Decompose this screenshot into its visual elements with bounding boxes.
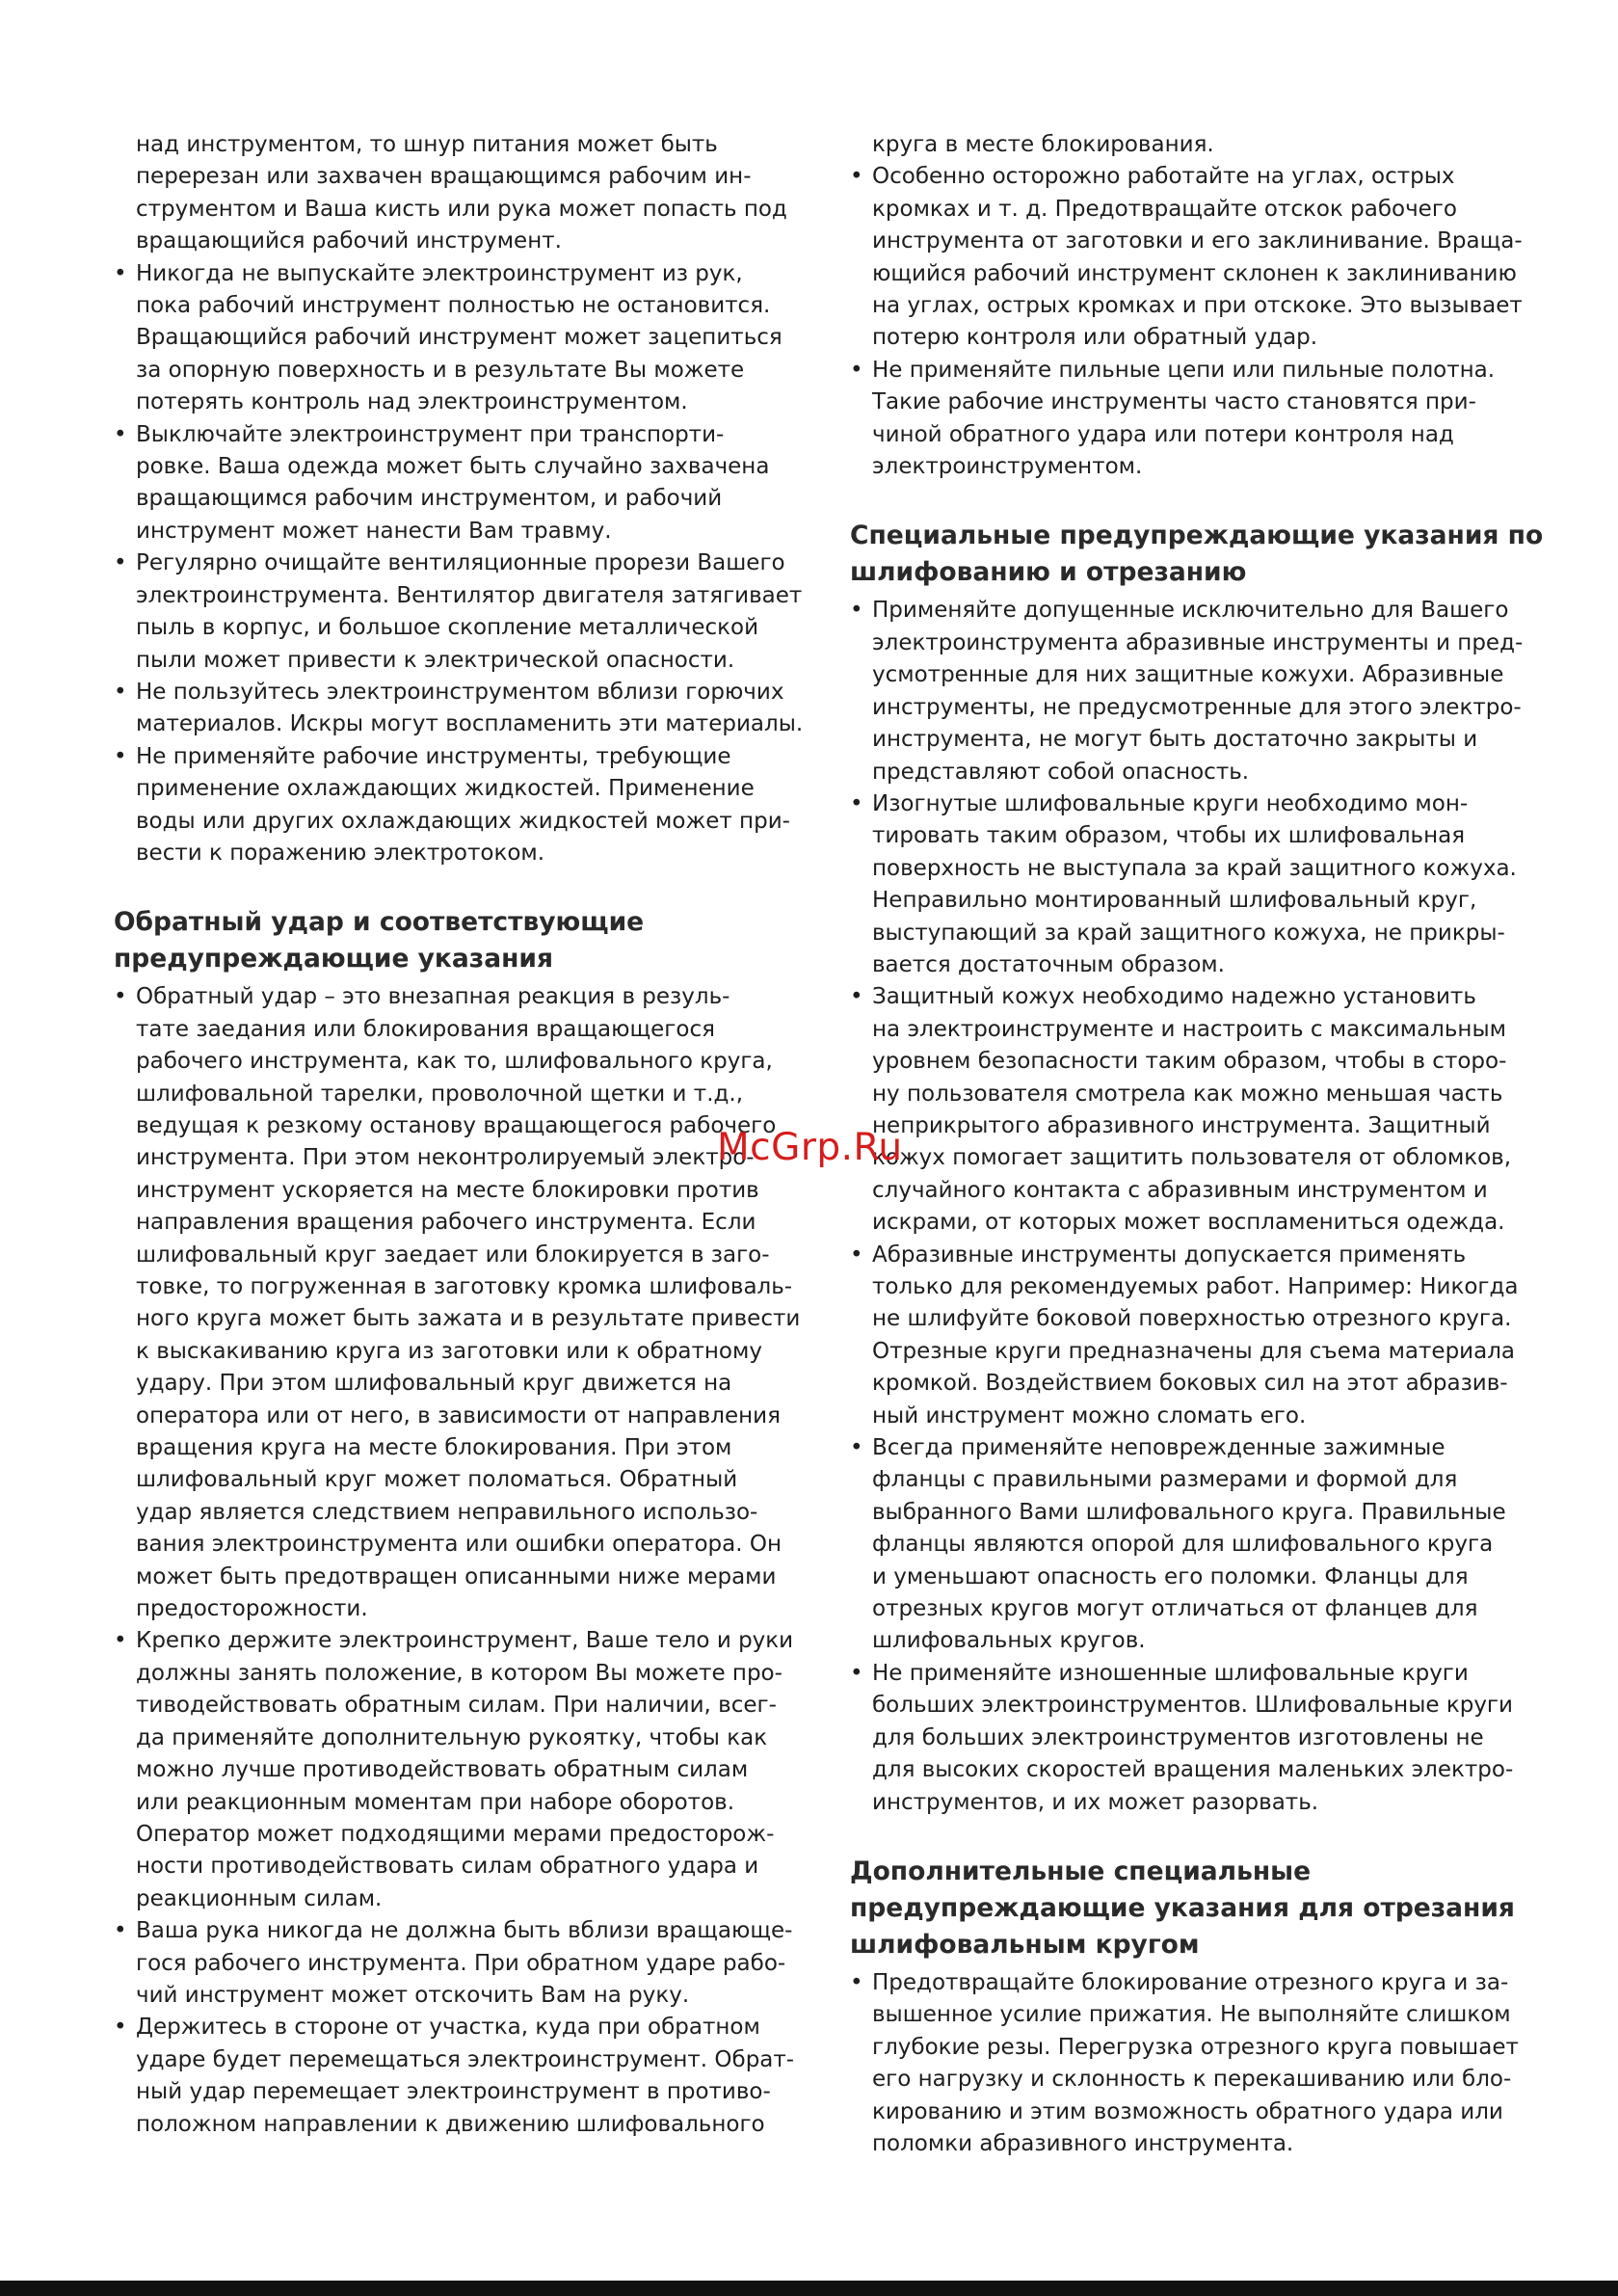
heading-line: Обратный удар и соответствующие (114, 907, 645, 938)
text-line: Особенно осторожно работайте на углах, острых (872, 164, 1455, 190)
bullet-marker: • (850, 357, 863, 383)
text-line: ный инструмент можно сломать его. (872, 1402, 1307, 1428)
text-line: Оператор может подходящими мерами предосторож- (136, 1821, 775, 1847)
text-line: применение охлаждающих жидкостей. Применение (136, 776, 755, 802)
text-line: Не применяйте изношенные шлифовальные круги (872, 1660, 1469, 1686)
text-line: Не применяйте рабочие инструменты, требующие (136, 743, 731, 769)
section-heading (114, 904, 767, 977)
text-line: на электроинструменте и настроить с максимальным (872, 1016, 1506, 1042)
text-line: Абразивные инструменты допускается применять (872, 1241, 1467, 1268)
text-line: тате заедания или блокирования вращающегося (136, 1016, 715, 1042)
text-line: перерезан или захвачен вращающимся рабочим ин- (136, 164, 752, 190)
bullet-item (114, 2012, 795, 2141)
text-line: тиводействовать обратным силам. При наличии, всег- (136, 1693, 777, 1719)
text-line: Выключайте электроинструмент при транспорти- (136, 421, 725, 447)
text-line: вращающимся рабочим инструментом, и рабочий (136, 486, 723, 512)
text-line: инструмента. При этом неконтролируемый электро- (136, 1145, 755, 1171)
text-line: да применяйте дополнительную рукоятку, чтобы как (136, 1724, 768, 1750)
bullet-marker: • (114, 2015, 127, 2041)
text-line: кромках и т. д. Предотвращайте отскок рабочего (872, 196, 1457, 222)
text-line: ударе будет перемещаться электроинструмент. Обрат- (136, 2046, 795, 2072)
bullet-item (850, 788, 1517, 981)
text-line: ведущая к резкому останову вращающегося рабочего (136, 1112, 777, 1138)
text-line: Такие рабочие инструменты часто становятся при- (872, 389, 1476, 415)
text-line: шлифовальный круг заедает или блокируется в заго- (136, 1241, 770, 1268)
text-line: фланцы являются опорой для шлифовального круга (872, 1532, 1494, 1558)
text-line: только для рекомендуемых работ. Например: Никогда (872, 1274, 1519, 1299)
text-line: струментом и Ваша кисть или рука может попасть под (136, 196, 787, 222)
text-line: предосторожности. (136, 1596, 368, 1622)
text-line: случайного контакта с абразивным инструментом и (872, 1177, 1488, 1203)
text-line: Не пользуйтесь электроинструментом вблизи горючих (136, 679, 784, 705)
text-line: товке, то погруженная в заготовку кромка шлифоваль- (136, 1274, 793, 1299)
bullet-marker: • (114, 550, 127, 576)
text-line: направления вращения рабочего инструмента. Если (136, 1210, 756, 1236)
text-line: искрами, от которых может воспламениться одежда. (872, 1210, 1505, 1236)
text-line: к выскакиванию круга из заготовки или к обратному (136, 1338, 762, 1364)
text-line: потерю контроля или обратный удар. (872, 325, 1318, 351)
text-line: реакционным силам. (136, 1885, 383, 1911)
bullet-marker: • (114, 984, 127, 1010)
text-line: ного круга может быть зажата и в результате привести (136, 1306, 801, 1332)
text-line: чий инструмент может отскочить Вам на руку. (136, 1982, 690, 2008)
text-line: Защитный кожух необходимо надежно установить (872, 984, 1476, 1010)
text-line: вается достаточным образом. (872, 951, 1225, 977)
text-line: отрезных кругов могут отличаться от фланцев для (872, 1596, 1478, 1622)
text-line: инструменты, не предусмотренные для этого электро- (872, 694, 1522, 720)
text-line: инструмента, не могут быть достаточно закрыты и (872, 727, 1478, 753)
bullet-item (850, 1658, 1514, 1819)
text-line: кромкой. Воздействием боковых сил на этот абразив- (872, 1371, 1508, 1397)
text-line: Обратный удар – это внезапная реакция в резуль- (136, 984, 730, 1010)
bullet-marker: • (114, 743, 127, 769)
text-line: удар является следствием неправильного использо- (136, 1499, 758, 1525)
text-line: ну пользователя смотрела как можно меньшая часть (872, 1081, 1503, 1107)
heading-line: Специальные предупреждающие указания по (850, 521, 1544, 551)
bullet-item (114, 1625, 794, 1915)
text-line: Никогда не выпускайте электроинструмент из рук, (136, 260, 743, 286)
text-line: воды или других охлаждающих жидкостей может при- (136, 808, 790, 834)
bullet-item (850, 355, 1503, 484)
bullet-marker: • (114, 260, 127, 286)
text-line: Отрезные круги предназначены для съема материала (872, 1338, 1515, 1364)
text-line: кированию и этим возможность обратного удара или (872, 2098, 1503, 2124)
text-line: пыль в корпус, и большое скопление металлической (136, 615, 759, 641)
text-line: инструмент может нанести Вам травму. (136, 518, 612, 544)
text-line: ности противодействовать силам обратного удара и (136, 1854, 759, 1880)
text-line: шлифовальной тарелки, проволочной щетки и т.д., (136, 1081, 744, 1107)
text-line: можно лучше противодействовать обратным силам (136, 1757, 749, 1783)
text-line: может быть предотвращен описанными ниже мерами (136, 1563, 777, 1589)
bullet-marker: • (114, 421, 127, 447)
continued-text (114, 129, 787, 258)
text-line: или реакционным моментам при наборе оборотов. (136, 1789, 735, 1815)
bullet-marker: • (850, 1969, 863, 1995)
bullet-marker: • (850, 790, 863, 816)
text-line: материалов. Искры могут воспламенить эти материалы. (136, 711, 804, 737)
text-line: поверхность не выступала за край защитного кожуха. (872, 855, 1517, 881)
text-line: Изогнутые шлифовальные круги необходимо мон- (872, 790, 1469, 816)
text-line: вышенное усилие прижатия. Не выполняйте слишком (872, 2002, 1511, 2028)
continued-text (850, 129, 1503, 161)
text-line: положном направлении к движению шлифовального (136, 2111, 765, 2137)
text-line: круга в месте блокирования. (872, 132, 1214, 157)
text-line: потерять контроль над электроинструментом. (136, 389, 688, 415)
bullet-marker: • (850, 1435, 863, 1461)
bullet-item (114, 677, 804, 741)
text-line: выбранного Вами шлифовального круга. Правильные (872, 1499, 1506, 1525)
text-line: электроинструмента абразивные инструменты и пред- (872, 629, 1524, 655)
bullet-marker: • (850, 164, 863, 190)
bullet-item (114, 419, 770, 548)
text-line: инструмента от заготовки и его заклинивание. Враща- (872, 228, 1523, 254)
text-line: Неправильно монтированный шлифовальный круг, (872, 888, 1477, 914)
text-line: неприкрытого абразивного инструмента. Защитный (872, 1112, 1491, 1138)
text-line: и уменьшают опасность его поломки. Фланцы для (872, 1563, 1469, 1589)
bullet-marker: • (114, 679, 127, 705)
watermark: McGrp.Ru (717, 1126, 903, 1169)
bullet-item (850, 595, 1524, 788)
bullet-marker: • (850, 1241, 863, 1268)
text-line: электроинструментом. (872, 454, 1143, 480)
text-line: гося рабочего инструмента. При обратном ударе рабо- (136, 1950, 786, 1976)
text-line: пока рабочий инструмент полностью не остановится. (136, 293, 771, 319)
text-line: пыли может привести к электрической опасности. (136, 647, 735, 673)
bullet-marker: • (114, 1628, 127, 1654)
bullet-marker: • (850, 984, 863, 1010)
bullet-item (114, 981, 801, 1625)
left-column (114, 129, 804, 2141)
text-line: выступающий за край защитного кожуха, не прикры- (872, 920, 1505, 946)
text-line: Вращающийся рабочий инструмент может зацепиться (136, 325, 782, 351)
bottom-edge-bar (0, 2281, 1618, 2296)
section-heading (850, 1854, 1515, 1963)
text-line: за опорную поверхность и в результате Вы можете (136, 357, 745, 383)
heading-line: Дополнительные специальные (850, 1855, 1312, 1886)
text-line: фланцы с правильными размерами и формой для (872, 1467, 1458, 1493)
bullet-item (114, 258, 782, 419)
text-line: Ваша рука никогда не должна быть вблизи вращающе- (136, 1918, 793, 1944)
bullet-marker: • (850, 1660, 863, 1686)
text-line: представляют собой опасность. (872, 759, 1250, 785)
text-line: для высоких скоростей вращения маленьких электро- (872, 1757, 1514, 1783)
text-line: Не применяйте пильные цепи или пильные полотна. (872, 357, 1496, 383)
bullet-marker: • (114, 1918, 127, 1944)
bullet-item (114, 547, 803, 677)
heading-line: предупреждающие указания (114, 944, 553, 974)
text-line: ровке. Ваша одежда может быть случайно захвачена (136, 454, 770, 480)
text-line: удару. При этом шлифовальный круг движется на (136, 1371, 732, 1397)
text-line: больших электроинструментов. Шлифовальные круги (872, 1693, 1513, 1719)
right-column (850, 129, 1544, 2160)
text-line: глубокие резы. Перегрузка отрезного круга повышает (872, 2034, 1519, 2060)
text-line: рабочего инструмента, как то, шлифовального круга, (136, 1049, 773, 1075)
text-line: не шлифуйте боковой поверхностью отрезного круга. (872, 1306, 1512, 1332)
text-line: Регулярно очищайте вентиляционные прорези Вашего (136, 550, 785, 576)
heading-line: шлифовальным кругом (850, 1929, 1200, 1960)
text-line: ющийся рабочий инструмент склонен к заклиниванию (872, 260, 1517, 286)
text-line: ный удар перемещает электроинструмент в противо- (136, 2079, 771, 2105)
bullet-item (850, 981, 1512, 1239)
text-line: поломки абразивного инструмента. (872, 2130, 1294, 2156)
text-line: инструментов, и их может разорвать. (872, 1789, 1319, 1815)
heading-line: предупреждающие указания для отрезания (850, 1892, 1515, 1923)
bullet-item (114, 1915, 793, 2012)
text-line: оператора или от него, в зависимости от направления (136, 1402, 781, 1428)
text-line: кожух помогает защитить пользователя от обломков, (872, 1145, 1512, 1171)
text-line: для больших электроинструментов изготовлены не (872, 1724, 1484, 1750)
bullet-item (850, 1432, 1506, 1658)
text-line: шлифовальных кругов. (872, 1628, 1146, 1654)
text-line: вания электроинструмента или ошибки оператора. Он (136, 1532, 782, 1558)
text-line: шлифовальный круг может поломаться. Обратный (136, 1467, 738, 1493)
text-line: чиной обратного удара или потери контроля над (872, 421, 1454, 447)
text-line: Крепко держите электроинструмент, Ваше тело и руки (136, 1628, 794, 1654)
bullet-item (114, 741, 790, 870)
bullet-item (850, 1240, 1519, 1432)
bullet-item (850, 1967, 1519, 2160)
text-line: над инструментом, то шнур питания может быть (136, 132, 718, 157)
heading-line: шлифованию и отрезанию (850, 557, 1247, 588)
text-line: Предотвращайте блокирование отрезного круга и за- (872, 1969, 1509, 1995)
text-line: уровнем безопасности таким образом, чтобы в сторо- (872, 1049, 1507, 1075)
text-line: вести к поражению электротоком. (136, 840, 545, 866)
text-line: усмотренные для них защитные кожухи. Абразивные (872, 662, 1504, 688)
text-line: тировать таким образом, чтобы их шлифовальная (872, 823, 1466, 849)
section-heading (850, 518, 1544, 591)
bullet-item (850, 161, 1523, 354)
text-line: на углах, острых кромках и при отскоке. Это вызывает (872, 293, 1523, 319)
text-line: Держитесь в стороне от участка, куда при обратном (136, 2015, 760, 2041)
text-line: Всегда применяйте неповрежденные зажимные (872, 1435, 1446, 1461)
text-line: инструмент ускоряется на месте блокировки против (136, 1177, 759, 1203)
text-line: должны занять положение, в котором Вы можете про- (136, 1660, 782, 1686)
text-line: Применяйте допущенные исключительно для Вашего (872, 598, 1509, 624)
text-line: электроинструмента. Вентилятор двигателя затягивает (136, 582, 803, 608)
text-line: его нагрузку и склонность к перекашиванию или бло- (872, 2067, 1512, 2093)
text-line: вращающийся рабочий инструмент. (136, 228, 562, 254)
bullet-marker: • (850, 598, 863, 624)
text-line: вращения круга на месте блокирования. При этом (136, 1435, 732, 1461)
